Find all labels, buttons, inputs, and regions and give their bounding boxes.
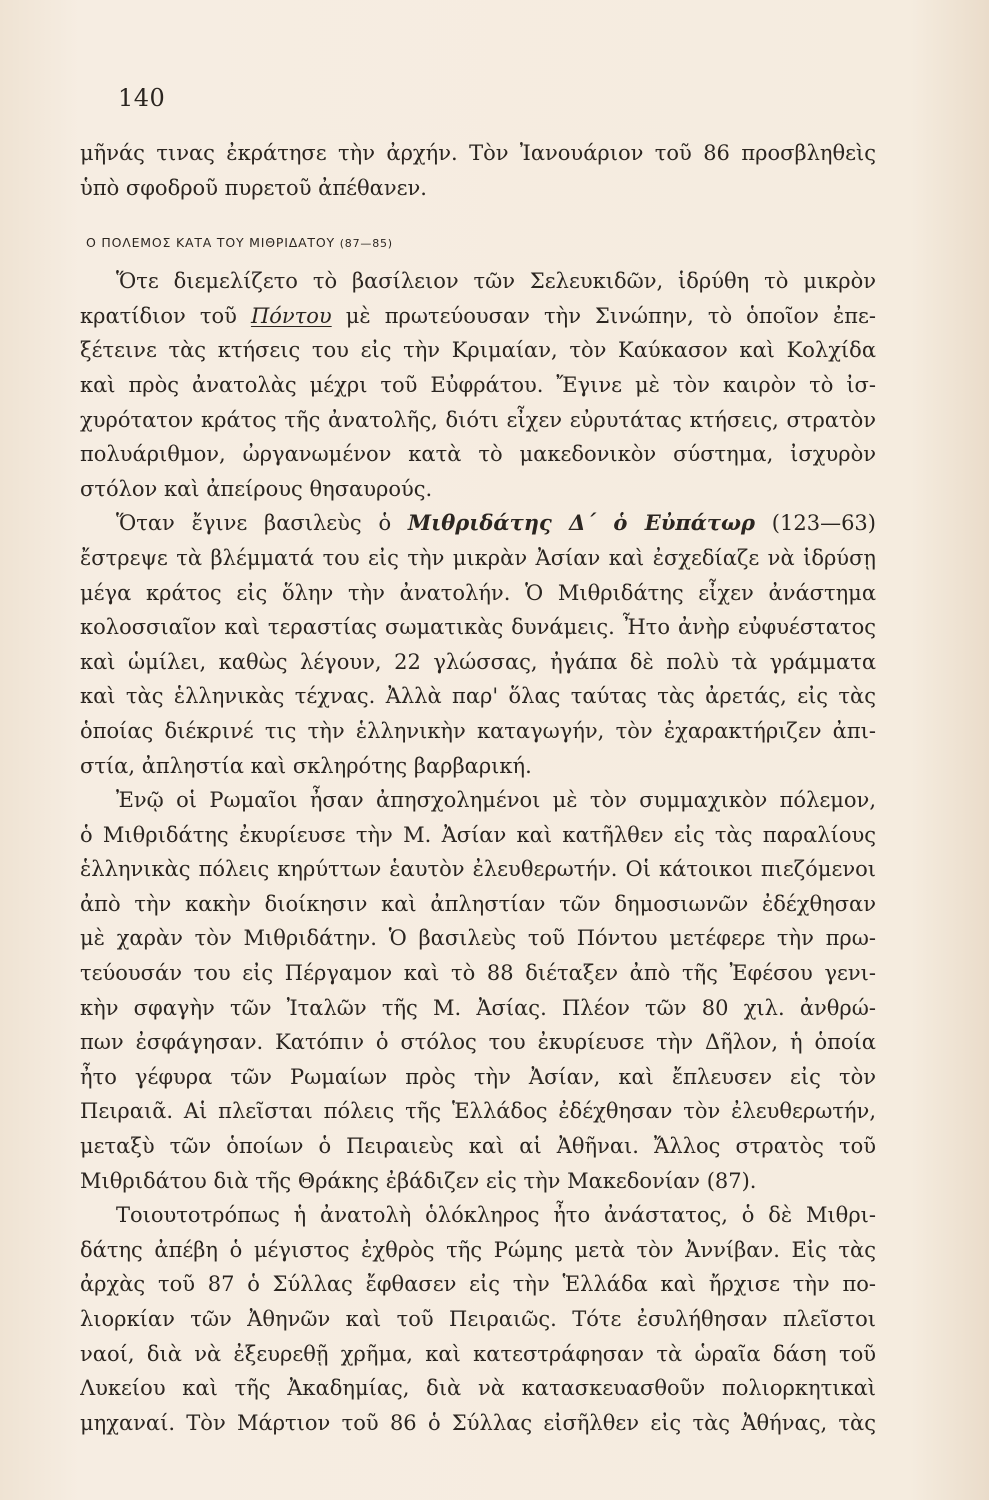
- page-body: [80, 136, 876, 1440]
- text-line: κὴν σφαγὴν τῶν Ἰταλῶν τῆς Μ. Ἀσίας. Πλέον τῶν 80 χιλ. ἀνθρώ-: [80, 995, 876, 1020]
- text-fragment: (123—63): [771, 511, 876, 536]
- section-heading-years: (87—85): [339, 237, 393, 251]
- text-line: ἔστρεψε τὰ βλέμματά του εἰς τὴν μικρὰν Ἀσίαν καὶ ἐσχεδίαζε νὰ ἱδρύσῃ: [80, 545, 876, 570]
- text-line: ξέτεινε τὰς κτήσεις του εἰς τὴν Κριμαίαν, τὸν Καύκασον καὶ Κολχίδα: [80, 338, 876, 363]
- text-line: Μιθριδάτου διὰ τῆς Θράκης ἐβάδιζεν εἰς τὴν Μακεδονίαν (87).: [80, 1168, 757, 1193]
- text-line: κολοσσιαῖον καὶ τεραστίας σωματικὰς δυνάμεις. Ἦτο ἀνὴρ εὐφυέστατος: [80, 615, 876, 640]
- text-line: [80, 506, 876, 541]
- text-line: δάτης ἀπέβη ὁ μέγιστος ἐχθρὸς τῆς Ρώμης μετὰ τὸν Ἀννίβαν. Εἰς τὰς: [80, 1237, 876, 1262]
- text-line: πων ἐσφάγησαν. Κατόπιν ὁ στόλος του ἐκυρίευσε τὴν Δῆλον, ἡ ὁποία: [80, 1030, 876, 1055]
- text-line: μὲ χαρὰν τὸν Μιθριδάτην. Ὁ βασιλεὺς τοῦ Πόντου μετέφερε τὴν πρω-: [80, 926, 876, 951]
- text-fragment: κρατίδιον τοῦ: [80, 303, 237, 328]
- section-heading: [86, 235, 876, 250]
- text-line: ναοί, διὰ νὰ ἐξευρεθῇ χρῆμα, καὶ κατεστράφησαν τὰ ὡραῖα δάση τοῦ: [80, 1341, 876, 1366]
- paragraph-pontus: [80, 264, 876, 506]
- text-line: Ἐνῷ οἱ Ρωμαῖοι ἦσαν ἀπησχολημένοι μὲ τὸν συμμαχικὸν πόλεμον,: [116, 788, 876, 813]
- page-number: 140: [118, 84, 166, 112]
- text-line: ἑλληνικὰς πόλεις κηρύττων ἑαυτὸν ἐλευθερωτήν. Οἱ κάτοικοι πιεζόμενοι: [80, 857, 876, 882]
- text-line: πολυάριθμον, ὠργανωμένον κατὰ τὸ μακεδονικὸν σύστημα, ἰσχυρὸν: [80, 442, 876, 467]
- text-line: στόλον καὶ ἀπείρους θησαυρούς.: [80, 476, 433, 501]
- text-line: μηχαναί. Τὸν Μάρτιον τοῦ 86 ὁ Σύλλας εἰσῆλθεν εἰς τὰς Ἀθήνας, τὰς: [80, 1410, 876, 1435]
- text-line: ὁ Μιθριδάτης ἐκυρίευσε τὴν Μ. Ἀσίαν καὶ κατῆλθεν εἰς τὰς παραλίους: [80, 822, 876, 847]
- text-fragment: μὲ πρωτεύουσαν τὴν Σινώπην, τὸ ὁποῖον ἐπε-: [345, 303, 876, 328]
- text-line: καὶ τὰς ἑλληνικὰς τέχνας. Ἀλλὰ παρ' ὅλας ταύτας τὰς ἀρετάς, εἰς τὰς: [80, 684, 876, 709]
- text-line: στία, ἀπληστία καὶ σκληρότης βαρβαρική.: [80, 753, 532, 778]
- section-heading-title: Ο ΠΟΛΕΜΟΣ ΚΑΤΑ ΤΟΥ ΜΙΘΡΙΔΑΤΟΥ: [86, 235, 335, 251]
- intro-paragraph: [80, 136, 876, 205]
- text-line: χυρότατον κράτος τῆς ἀνατολῆς, διότι εἶχεν εὐρυτάτας κτήσεις, στρατὸν: [80, 407, 876, 432]
- text-line: λιορκίαν τῶν Ἀθηνῶν καὶ τοῦ Πειραιῶς. Τότε ἐσυλήθησαν πλεῖστοι: [80, 1307, 876, 1331]
- text-line: καὶ πρὸς ἀνατολὰς μέχρι τοῦ Εὐφράτου. Ἔγινε μὲ τὸν καιρὸν τὸ ἰσ-: [80, 372, 876, 397]
- text-line: μεταξὺ τῶν ὁποίων ὁ Πειραιεὺς καὶ αἱ Ἀθῆναι. Ἄλλος στρατὸς τοῦ: [80, 1134, 876, 1159]
- text-fragment: Ὅταν ἔγινε βασιλεὺς ὁ: [116, 511, 392, 536]
- paragraph-asia-minor: [80, 783, 876, 1198]
- text-line: Τοιουτοτρόπως ἡ ἀνατολὴ ὁλόκληρος ἦτο ἀνάστατος, ὁ δὲ Μιθρι-: [116, 1203, 876, 1228]
- paragraph-mithridates: [80, 506, 876, 783]
- text-line: μῆνάς τινας ἐκράτησε τὴν ἀρχήν. Τὸν Ἰανουάριον τοῦ 86 προσβληθεὶς: [80, 141, 876, 165]
- text-line: ἀπὸ τὴν κακὴν διοίκησιν καὶ ἀπληστίαν τῶν δημοσιωνῶν ἐδέχθησαν: [80, 891, 876, 916]
- italic-term-pontus: Πόντου: [250, 303, 332, 328]
- text-line: καὶ ὡμίλει, καθὼς λέγουν, 22 γλώσσας, ἠγάπα δὲ πολὺ τὰ γράμματα: [80, 649, 876, 674]
- text-line: τεύουσάν του εἰς Πέργαμον καὶ τὸ 88 διέταξεν ἀπὸ τῆς Ἐφέσου γενι-: [80, 961, 876, 986]
- text-line: ἀρχὰς τοῦ 87 ὁ Σύλλας ἔφθασεν εἰς τὴν Ἑλλάδα καὶ ἤρχισε τὴν πο-: [80, 1272, 876, 1297]
- text-line: Πειραιᾶ. Αἱ πλεῖσται πόλεις τῆς Ἑλλάδος ἐδέχθησαν τὸν ἐλευθερωτήν,: [80, 1099, 876, 1124]
- text-line: ὁποίας διέκρινέ τις τὴν ἑλληνικὴν καταγωγήν, τὸν ἐχαρακτήριζεν ἀπι-: [80, 718, 876, 743]
- text-line: Ὅτε διεμελίζετο τὸ βασίλειον τῶν Σελευκιδῶν, ἱδρύθη τὸ μικρὸν: [116, 269, 876, 294]
- text-line: [80, 299, 876, 334]
- bold-name-mithridates: Μιθριδάτης Δ΄ ὁ Εὐπάτωρ: [407, 510, 756, 536]
- text-line: μέγα κράτος εἰς ὅλην τὴν ἀνατολήν. Ὁ Μιθριδάτης εἶχεν ἀνάστημα: [80, 580, 876, 605]
- text-line: ὑπὸ σφοδροῦ πυρετοῦ ἀπέθανεν.: [80, 175, 427, 200]
- paragraph-sulla: [80, 1198, 876, 1440]
- text-line: ἦτο γέφυρα τῶν Ρωμαίων πρὸς τὴν Ἀσίαν, καὶ ἔπλευσεν εἰς τὸν: [80, 1064, 876, 1089]
- text-line: Λυκείου καὶ τῆς Ἀκαδημίας, διὰ νὰ κατασκευασθοῦν πολιορκητικαὶ: [80, 1376, 876, 1401]
